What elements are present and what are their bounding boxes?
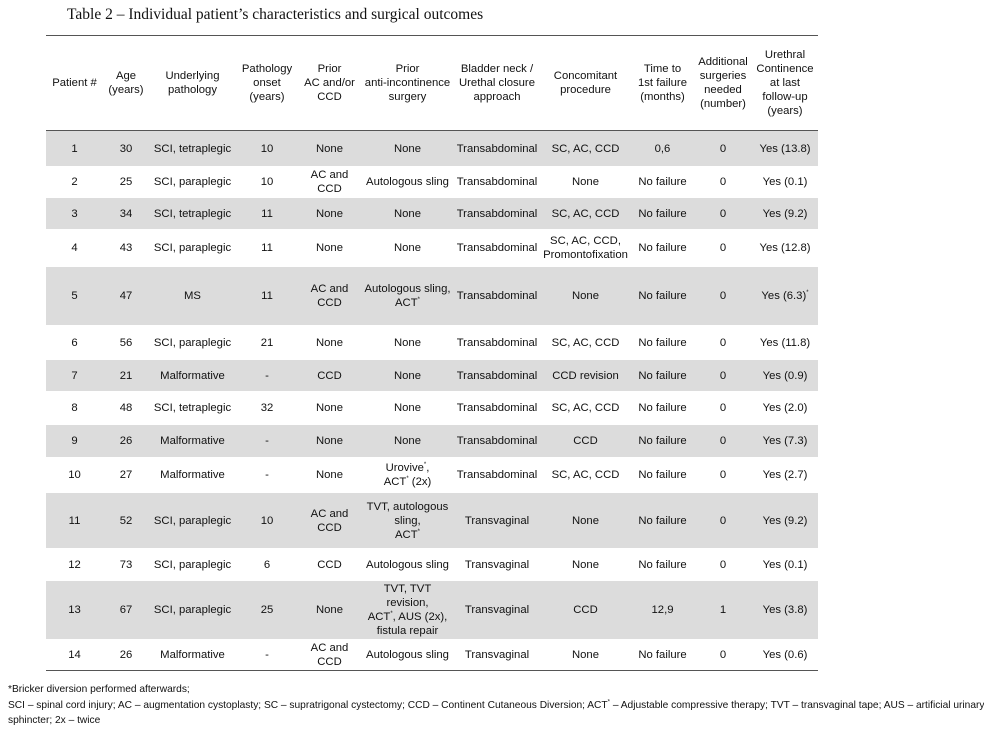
table-cell: SCI, paraplegic bbox=[149, 326, 236, 360]
table-cell: 0 bbox=[694, 392, 752, 425]
table-cell: Transabdominal bbox=[454, 230, 540, 267]
table-cell: None bbox=[298, 326, 361, 360]
table-cell: 10 bbox=[236, 493, 298, 549]
table-cell: Yes (9.2) bbox=[752, 493, 818, 549]
table-cell: Urovive*, ACT* (2x) bbox=[361, 458, 454, 493]
table-cell: 12,9 bbox=[631, 581, 694, 640]
table-cell: SCI, paraplegic bbox=[149, 230, 236, 267]
table-cell: SCI, tetraplegic bbox=[149, 392, 236, 425]
footnote-bricker: *Bricker diversion performed afterwards; bbox=[8, 684, 190, 695]
table-cell: 0 bbox=[694, 198, 752, 230]
table-cell: AC and CCD bbox=[298, 493, 361, 549]
table-cell: 10 bbox=[236, 167, 298, 198]
table-cell: Yes (12.8) bbox=[752, 230, 818, 267]
table-cell: 27 bbox=[103, 458, 149, 493]
column-header: Urethral Continence at last follow-up (years) bbox=[752, 36, 818, 131]
table-cell: None bbox=[298, 458, 361, 493]
column-header: Additional surgeries needed (number) bbox=[694, 36, 752, 131]
table-cell: Transvaginal bbox=[454, 493, 540, 549]
table-cell: None bbox=[298, 392, 361, 425]
table-cell: Malformative bbox=[149, 458, 236, 493]
table-cell: SCI, paraplegic bbox=[149, 549, 236, 581]
table-cell: 14 bbox=[46, 640, 103, 671]
table-cell: 4 bbox=[46, 230, 103, 267]
table-cell: None bbox=[361, 425, 454, 458]
table-cell: Transabdominal bbox=[454, 425, 540, 458]
table-cell: AC and CCD bbox=[298, 267, 361, 326]
table-row bbox=[46, 549, 818, 581]
table-cell: CCD bbox=[298, 549, 361, 581]
table-cell: - bbox=[236, 640, 298, 671]
table-cell: CCD revision bbox=[540, 360, 631, 392]
table-cell: 1 bbox=[46, 131, 103, 167]
column-header: Underlying pathology bbox=[149, 36, 236, 131]
table-cell: Transvaginal bbox=[454, 581, 540, 640]
table-cell: None bbox=[298, 425, 361, 458]
table-cell: 0 bbox=[694, 326, 752, 360]
table-cell: Malformative bbox=[149, 360, 236, 392]
table-cell: 0 bbox=[694, 493, 752, 549]
table-cell: SC, AC, CCD bbox=[540, 458, 631, 493]
table-row bbox=[46, 458, 818, 493]
table-cell: 0,6 bbox=[631, 131, 694, 167]
footnote-marker: * bbox=[607, 699, 610, 706]
table-cell: 34 bbox=[103, 198, 149, 230]
table-cell: TVT, autologous sling, ACT* bbox=[361, 493, 454, 549]
table-cell: No failure bbox=[631, 549, 694, 581]
table-cell: 11 bbox=[236, 230, 298, 267]
table-cell: No failure bbox=[631, 267, 694, 326]
table-cell: None bbox=[361, 131, 454, 167]
table-cell: Yes (6.3)* bbox=[752, 267, 818, 326]
column-header: Pathology onset (years) bbox=[236, 36, 298, 131]
table-cell: SC, AC, CCD bbox=[540, 198, 631, 230]
table-cell: None bbox=[540, 267, 631, 326]
table-row bbox=[46, 131, 818, 167]
table-cell: None bbox=[361, 326, 454, 360]
table-cell: TVT, TVT revision, ACT*, AUS (2x), fistula repair bbox=[361, 581, 454, 640]
table-cell: CCD bbox=[540, 425, 631, 458]
table-cell: - bbox=[236, 425, 298, 458]
column-header: Age (years) bbox=[103, 36, 149, 131]
table-cell: Transabdominal bbox=[454, 167, 540, 198]
table-cell: No failure bbox=[631, 360, 694, 392]
table-row bbox=[46, 425, 818, 458]
table-cell: 2 bbox=[46, 167, 103, 198]
footnote-marker: * bbox=[417, 297, 420, 304]
table-cell: SCI, tetraplegic bbox=[149, 198, 236, 230]
table-row bbox=[46, 198, 818, 230]
table-cell: Transabdominal bbox=[454, 198, 540, 230]
table-cell: Transabdominal bbox=[454, 131, 540, 167]
table-cell: Autologous sling bbox=[361, 167, 454, 198]
table-cell: 0 bbox=[694, 640, 752, 671]
column-header: Prior AC and/or CCD bbox=[298, 36, 361, 131]
table-cell: 11 bbox=[46, 493, 103, 549]
table-cell: None bbox=[361, 198, 454, 230]
table-cell: Transabdominal bbox=[454, 392, 540, 425]
table-cell: 21 bbox=[103, 360, 149, 392]
table-row bbox=[46, 267, 818, 326]
table-cell: 32 bbox=[236, 392, 298, 425]
table-cell: Yes (0.9) bbox=[752, 360, 818, 392]
table-cell: 8 bbox=[46, 392, 103, 425]
table-cell: Malformative bbox=[149, 640, 236, 671]
table-cell: None bbox=[540, 167, 631, 198]
table-cell: 43 bbox=[103, 230, 149, 267]
table-cell: 0 bbox=[694, 230, 752, 267]
table-cell: 1 bbox=[694, 581, 752, 640]
table-cell: 56 bbox=[103, 326, 149, 360]
table-cell: 10 bbox=[236, 131, 298, 167]
table-cell: Transabdominal bbox=[454, 360, 540, 392]
table-cell: SCI, paraplegic bbox=[149, 493, 236, 549]
table-cell: 26 bbox=[103, 425, 149, 458]
table-cell: CCD bbox=[540, 581, 631, 640]
table-cell: 0 bbox=[694, 425, 752, 458]
table-cell: None bbox=[361, 392, 454, 425]
footnote-abbreviations-cont: sphincter; 2x – twice bbox=[8, 715, 101, 726]
table-cell: Transabdominal bbox=[454, 326, 540, 360]
column-header: Prior anti-incontinence surgery bbox=[361, 36, 454, 131]
table-cell: SC, AC, CCD, Promontofixation bbox=[540, 230, 631, 267]
table-row bbox=[46, 493, 818, 549]
table-cell: Autologous sling bbox=[361, 549, 454, 581]
table-cell: 9 bbox=[46, 425, 103, 458]
table-cell: Yes (2.0) bbox=[752, 392, 818, 425]
table-cell: SC, AC, CCD bbox=[540, 326, 631, 360]
footnote-marker: * bbox=[806, 290, 809, 297]
table-cell: 0 bbox=[694, 167, 752, 198]
table-row bbox=[46, 360, 818, 392]
table-cell: No failure bbox=[631, 167, 694, 198]
table-cell: Transvaginal bbox=[454, 640, 540, 671]
table-cell: Yes (7.3) bbox=[752, 425, 818, 458]
table-cell: Yes (11.8) bbox=[752, 326, 818, 360]
table-cell: CCD bbox=[298, 360, 361, 392]
table-cell: 11 bbox=[236, 198, 298, 230]
table-cell: No failure bbox=[631, 458, 694, 493]
table-cell: Yes (9.2) bbox=[752, 198, 818, 230]
table-cell: 3 bbox=[46, 198, 103, 230]
table-cell: SCI, tetraplegic bbox=[149, 131, 236, 167]
table-cell: None bbox=[540, 640, 631, 671]
table-cell: 0 bbox=[694, 267, 752, 326]
table-cell: Transabdominal bbox=[454, 458, 540, 493]
table-cell: 26 bbox=[103, 640, 149, 671]
table-cell: No failure bbox=[631, 392, 694, 425]
table-title: Table 2 – Individual patient’s characteristics and surgical outcomes bbox=[67, 6, 484, 23]
table-cell: None bbox=[298, 581, 361, 640]
table-cell: None bbox=[298, 230, 361, 267]
table-row bbox=[46, 581, 818, 640]
footnote-abbreviations: SCI – spinal cord injury; AC – augmentation cystoplasty; SC – supratrigonal cystectomy; CCD – Continent Cutaneous Diversion; ACT* – Adjustable compressive therapy; TVT – transvaginal tape; AUS – artificial urinary bbox=[8, 699, 984, 711]
column-header: Patient # bbox=[46, 36, 103, 131]
table-row bbox=[46, 326, 818, 360]
table-cell: - bbox=[236, 458, 298, 493]
table-cell: No failure bbox=[631, 640, 694, 671]
table-cell: SCI, paraplegic bbox=[149, 581, 236, 640]
table-cell: 0 bbox=[694, 458, 752, 493]
patient-table bbox=[46, 35, 818, 671]
table-cell: None bbox=[540, 493, 631, 549]
table-cell: AC and CCD bbox=[298, 167, 361, 198]
table-cell: SCI, paraplegic bbox=[149, 167, 236, 198]
table-cell: No failure bbox=[631, 493, 694, 549]
table-cell: None bbox=[361, 360, 454, 392]
table-row bbox=[46, 640, 818, 671]
table-cell: None bbox=[298, 198, 361, 230]
table-cell: No failure bbox=[631, 230, 694, 267]
table-cell: No failure bbox=[631, 326, 694, 360]
table-cell: 30 bbox=[103, 131, 149, 167]
table-cell: MS bbox=[149, 267, 236, 326]
table-cell: Autologous sling, ACT* bbox=[361, 267, 454, 326]
table-cell: Yes (0.1) bbox=[752, 167, 818, 198]
table-cell: 11 bbox=[236, 267, 298, 326]
table-cell: 13 bbox=[46, 581, 103, 640]
table-cell: Malformative bbox=[149, 425, 236, 458]
table-cell: No failure bbox=[631, 425, 694, 458]
table-cell: No failure bbox=[631, 198, 694, 230]
footnote-marker: * bbox=[406, 476, 409, 483]
table-cell: Yes (13.8) bbox=[752, 131, 818, 167]
table-cell: Transabdominal bbox=[454, 267, 540, 326]
table-cell: Yes (0.6) bbox=[752, 640, 818, 671]
table-body bbox=[46, 131, 818, 671]
table-row bbox=[46, 167, 818, 198]
table-cell: 7 bbox=[46, 360, 103, 392]
column-header: Bladder neck / Urethal closure approach bbox=[454, 36, 540, 131]
table-cell: None bbox=[540, 549, 631, 581]
footnote-marker: * bbox=[390, 611, 393, 618]
table-cell: Yes (2.7) bbox=[752, 458, 818, 493]
table-cell: 6 bbox=[46, 326, 103, 360]
table-cell: None bbox=[361, 230, 454, 267]
table-cell: 21 bbox=[236, 326, 298, 360]
column-header: Time to 1st failure (months) bbox=[631, 36, 694, 131]
table-cell: Transvaginal bbox=[454, 549, 540, 581]
table-cell: 25 bbox=[236, 581, 298, 640]
column-header: Concomitant procedure bbox=[540, 36, 631, 131]
table-cell: 0 bbox=[694, 131, 752, 167]
table-cell: SC, AC, CCD bbox=[540, 392, 631, 425]
table-cell: 6 bbox=[236, 549, 298, 581]
table-cell: 0 bbox=[694, 549, 752, 581]
table-cell: 0 bbox=[694, 360, 752, 392]
table-cell: 52 bbox=[103, 493, 149, 549]
table-cell: 73 bbox=[103, 549, 149, 581]
table-cell: Yes (0.1) bbox=[752, 549, 818, 581]
table-cell: 47 bbox=[103, 267, 149, 326]
footnote-marker: * bbox=[417, 528, 420, 535]
table-row bbox=[46, 392, 818, 425]
table-cell: 12 bbox=[46, 549, 103, 581]
table-cell: 5 bbox=[46, 267, 103, 326]
table-cell: SC, AC, CCD bbox=[540, 131, 631, 167]
table-cell: AC and CCD bbox=[298, 640, 361, 671]
table-cell: Autologous sling bbox=[361, 640, 454, 671]
header-row bbox=[46, 36, 818, 131]
table-row bbox=[46, 230, 818, 267]
table-cell: 25 bbox=[103, 167, 149, 198]
table-cell: 48 bbox=[103, 392, 149, 425]
table-cell: None bbox=[298, 131, 361, 167]
table-cell: 67 bbox=[103, 581, 149, 640]
table-cell: Yes (3.8) bbox=[752, 581, 818, 640]
table-cell: - bbox=[236, 360, 298, 392]
footnote-marker: * bbox=[423, 462, 427, 469]
table-cell: 10 bbox=[46, 458, 103, 493]
